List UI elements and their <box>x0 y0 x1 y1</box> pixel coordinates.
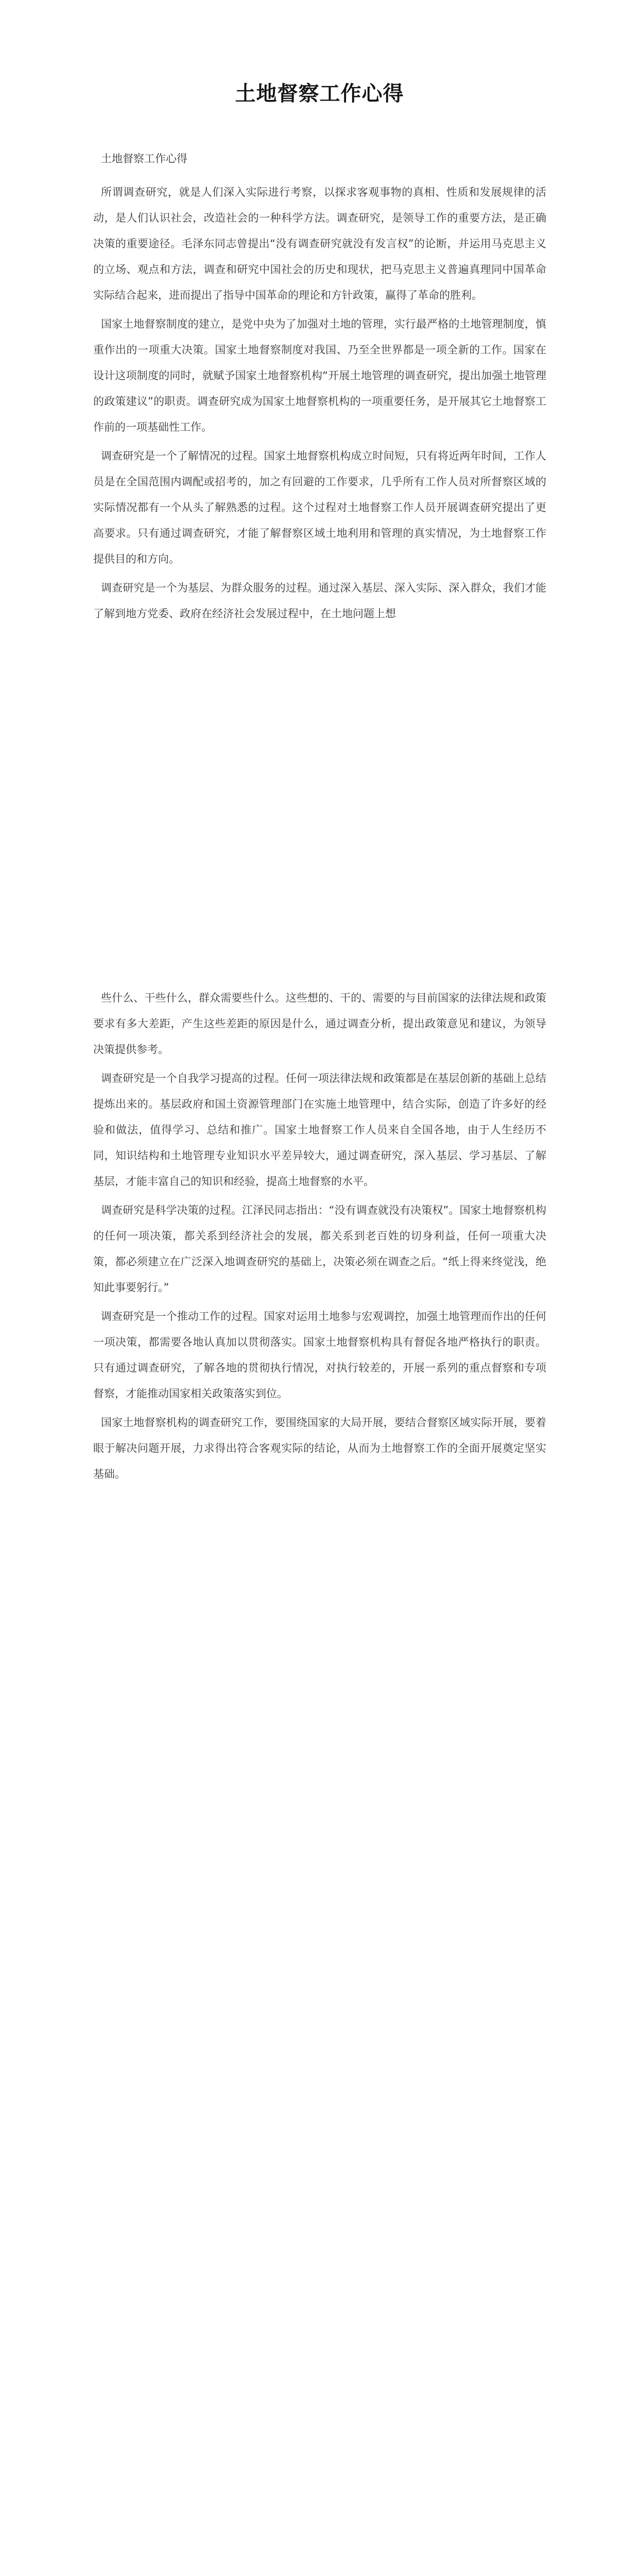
paragraph: 国家土地督察机构的调查研究工作，要围绕国家的大局开展，要结合督察区域实际开展，要着眼于解决问题开展，力求得出符合客观实际的结论，从而为土地督察工作的全面开展奠定坚实基础。 <box>93 1416 546 1480</box>
paragraph: 调查研究是一个了解情况的过程。国家土地督察机构成立时间短，只有将近两年时间，工作人员是在全国范围内调配或招考的，加之有回避的工作要求，几乎所有工作人员对所督察区域的实际情况都有一个从头了解熟悉的过程。这个过程对土地督察工作人员开展调查研究提出了更高要求。只有通过调查研究，才能了解督察区域土地利用和管理的真实情况，为土地督察工作提供目的和方向。 <box>93 450 546 565</box>
document-title: 土地督察工作心得 <box>235 81 404 106</box>
paragraph: 调查研究是一个自我学习提高的过程。任何一项法律法规和政策都是在基层创新的基础上总结提炼出来的。基层政府和国土资源管理部门在实施土地管理中，结合实际，创造了许多好的经验和做法，值得学习、总结和推广。国家土地督察工作人员来自全国各地，由于人生经历不同，知识结构和土地管理专业知识水平差异较大，通过调查研究，深入基层、学习基层、了解基层，才能丰富自己的知识和经验，提高土地督察的水平。 <box>93 1072 546 1188</box>
body-text-part-2 <box>93 985 546 1490</box>
paragraph: 所谓调查研究，就是人们深入实际进行考察，以探求客观事物的真相、性质和发展规律的活动，是人们认识社会，改造社会的一种科学方法。调查研究，是领导工作的重要方法，是正确决策的重要途径。毛泽东同志曾提出“没有调查研究就没有发言权”的论断，并运用马克思主义的立场、观点和方法，调查和研究中国社会的历史和现状，把马克思主义普遍真理同中国革命实际结合起来，进而提出了指导中国革命的理论和方针政策，赢得了革命的胜利。 <box>93 186 546 301</box>
body-text-part-1 <box>93 179 546 630</box>
paragraph: 调查研究是一个推动工作的过程。国家对运用土地参与宏观调控，加强土地管理而作出的任何一项决策，都需要各地认真加以贯彻落实。国家土地督察机构具有督促各地严格执行的职责。只有通过调查研究，了解各地的贯彻执行情况，对执行较差的，开展一系列的重点督察和专项督察，才能推动国家相关政策落实到位。 <box>93 1310 546 1400</box>
paragraph: 些什么、干些什么，群众需要些什么。这些想的、干的、需要的与目前国家的法律法规和政策要求有多大差距，产生这些差距的原因是什么，通过调查分析，提出政策意见和建议，为领导决策提供参考。 <box>93 992 546 1056</box>
paragraph: 调查研究是一个为基层、为群众服务的过程。通过深入基层、深入实际、深入群众，我们才能了解到地方党委、政府在经济社会发展过程中，在土地问题上想 <box>93 582 546 620</box>
paragraph: 调查研究是科学决策的过程。江泽民同志指出：“没有调查就没有决策权”。国家土地督察机构的任何一项决策，都关系到经济社会的发展，都关系到老百姓的切身利益，任何一项重大决策，都必须建立在广泛深入地调查研究的基础上，决策必须在调查之后。“纸上得来终觉浅，绝知此事要躬行。” <box>93 1204 546 1294</box>
document-subtitle: 土地督察工作心得 <box>101 152 187 165</box>
paragraph: 国家土地督察制度的建立，是党中央为了加强对土地的管理，实行最严格的土地管理制度，慎重作出的一项重大决策。国家土地督察制度对我国、乃至全世界都是一项全新的工作。国家在设计这项制度的同时，就赋予国家土地督察机构“开展土地管理的调查研究，提出加强土地管理的政策建议”的职责。调查研究成为国家土地督察机构的一项重要任务，是开展其它土地督察工作前的一项基础性工作。 <box>93 318 546 433</box>
